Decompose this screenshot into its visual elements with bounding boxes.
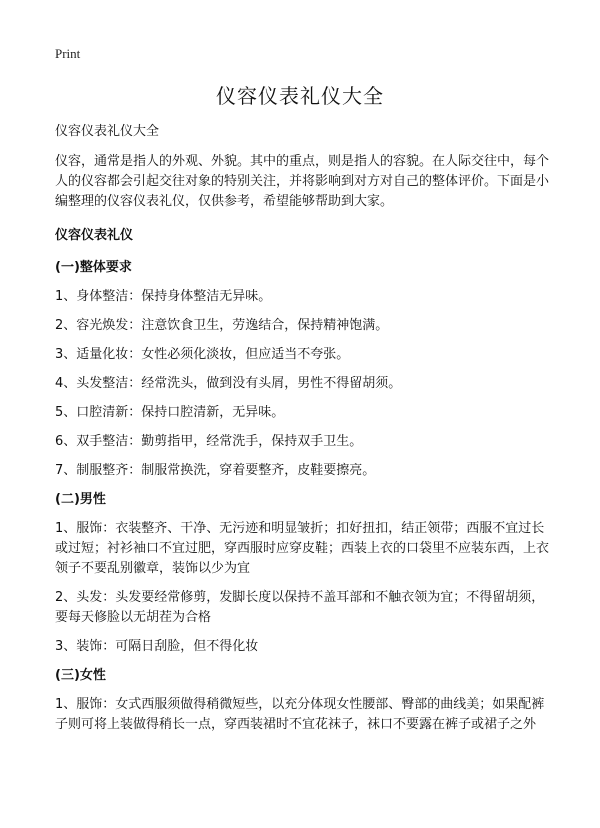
list-item: 4、头发整洁：经常洗头，做到没有头屑，男性不得留胡须。 xyxy=(55,376,402,391)
sub-heading-female: (三)女性 xyxy=(55,668,106,683)
print-link[interactable]: Print xyxy=(55,46,81,61)
list-item: 7、制服整齐：制服常换洗，穿着要整齐，皮鞋要擦亮。 xyxy=(55,463,376,478)
list-item: 2、容光焕发：注意饮食卫生，劳逸结合，保持精神饱满。 xyxy=(55,318,389,333)
list-item: 5、口腔清新：保持口腔清新，无异味。 xyxy=(55,405,285,420)
list-item: 1、身体整洁：保持身体整洁无异味。 xyxy=(55,289,272,304)
sub-heading-male: (二)男性 xyxy=(55,492,106,507)
article-subtitle: 仪容仪表礼仪大全 xyxy=(55,124,160,139)
list-item: 2、头发：头发要经常修剪，发脚长度以保持不盖耳部和不触衣领为宜；不得留胡须，要每天修脸以无胡茬为合格 xyxy=(55,590,545,625)
list-item: 3、装饰：可隔日刮脸，但不得化妆 xyxy=(55,639,259,654)
list-item: 1、服饰：女式西服须做得稍微短些，以充分体现女性腰部、臀部的曲线美；如果配裤子则可将上装做得稍长一点，穿西装裙时不宜花袜子，袜口不要露在裤子或裙子之外 xyxy=(55,697,545,732)
list-item: 3、适量化妆：女性必须化淡妆，但应适当不夸张。 xyxy=(55,347,350,362)
intro-paragraph: 仪容，通常是指人的外观、外貌。其中的重点，则是指人的容貌。在人际交往中，每个人的仪容都会引起交往对象的特别关注，并将影响到对方对自己的整体评价。下面是小编整理的仪容仪表礼仪，仅供参考，希望能够帮助到大家。 xyxy=(55,154,550,209)
sub-heading-overall: (一)整体要求 xyxy=(55,260,132,275)
list-item: 1、服饰：衣装整齐、干净、无污迹和明显皱折；扣好扭扣，结正领带；西服不宜过长或过短；衬衫袖口不宜过肥，穿西服时应穿皮鞋；西装上衣的口袋里不应装东西，上衣领子不要乱别徽章，装饰以少为宜 xyxy=(55,521,550,576)
list-item: 6、双手整洁：勤剪指甲，经常洗手，保持双手卫生。 xyxy=(55,434,363,449)
article-body xyxy=(55,122,555,744)
section-title: 仪容仪表礼仪 xyxy=(55,228,134,243)
page-title: 仪容仪表礼仪大全 xyxy=(216,84,384,108)
